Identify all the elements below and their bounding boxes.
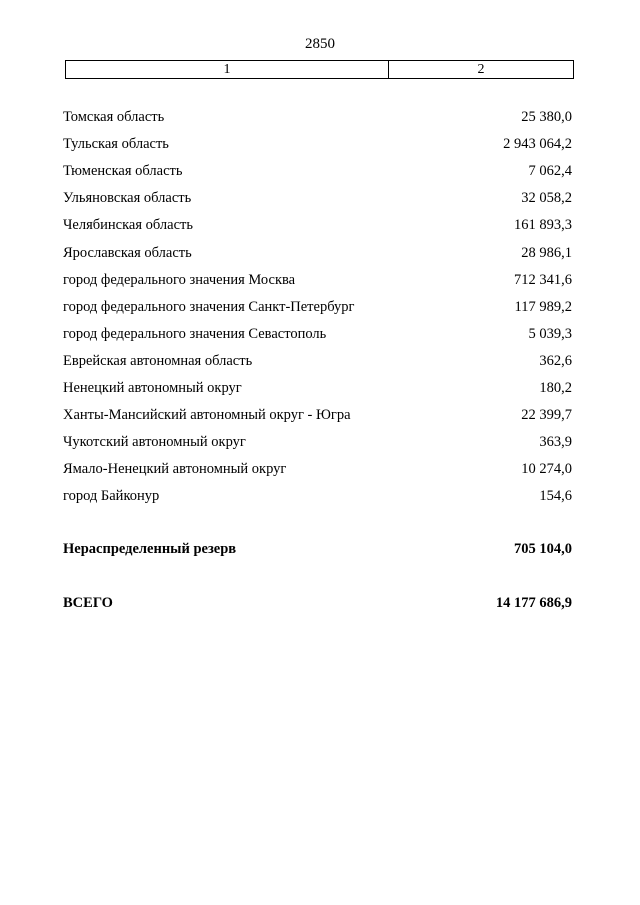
column-header-table — [65, 60, 574, 79]
table-row — [63, 429, 572, 456]
table-row — [63, 267, 572, 294]
region-amount: 7 062,4 — [528, 163, 572, 180]
table-row — [63, 348, 572, 375]
total-amount: 14 177 686,9 — [495, 595, 572, 611]
region-name: город федерального значения Севастополь — [63, 325, 327, 342]
region-amount: 180,2 — [539, 379, 572, 396]
region-name: Чукотский автономный округ — [63, 434, 246, 451]
table-row — [63, 131, 572, 158]
region-name: Тюменская область — [63, 163, 183, 180]
region-name: Еврейская автономная область — [63, 352, 253, 369]
region-amount: 25 380,0 — [521, 109, 572, 126]
reserve-amount: 705 104,0 — [514, 541, 572, 557]
reserve-label: Нераспределенный резерв — [63, 541, 237, 557]
region-name: Тульская область — [63, 136, 169, 153]
total-label: ВСЕГО — [63, 595, 113, 611]
region-name: Ямало-Ненецкий автономный округ — [63, 461, 287, 478]
table-row — [63, 212, 572, 239]
table-row — [63, 483, 572, 510]
region-name: Челябинская область — [63, 217, 193, 234]
region-amount: 154,6 — [539, 488, 572, 505]
region-name: Ханты-Мансийский автономный округ - Югра — [63, 407, 351, 424]
table-row — [63, 239, 572, 266]
region-amount: 117 989,2 — [514, 298, 572, 315]
column-header-2: 2 — [477, 61, 485, 77]
table-row — [63, 104, 572, 131]
table-row — [63, 185, 572, 212]
region-amount: 10 274,0 — [521, 461, 572, 478]
table-row — [63, 456, 572, 483]
table-row — [63, 321, 572, 348]
table-row — [63, 402, 572, 429]
table-row — [63, 158, 572, 185]
region-name: город федерального значения Санкт-Петербург — [63, 298, 355, 315]
region-name: город федерального значения Москва — [63, 271, 296, 288]
region-amount: 161 893,3 — [514, 217, 572, 234]
table-row — [63, 375, 572, 402]
page-number: 2850 — [305, 36, 335, 52]
region-name: Томская область — [63, 109, 165, 126]
region-amount: 363,9 — [539, 434, 572, 451]
region-name: Ульяновская область — [63, 190, 192, 207]
column-header-1: 1 — [66, 61, 389, 78]
region-amount: 362,6 — [539, 352, 572, 369]
region-name: Ненецкий автономный округ — [63, 379, 242, 396]
table-row — [63, 294, 572, 321]
region-amount: 712 341,6 — [514, 271, 572, 288]
region-amount: 28 986,1 — [521, 244, 572, 261]
region-name: город Байконур — [63, 488, 160, 505]
region-name: Ярославская область — [63, 244, 192, 261]
reserve-row — [63, 541, 572, 558]
region-list — [63, 104, 572, 510]
region-amount: 32 058,2 — [521, 190, 572, 207]
region-amount: 22 399,7 — [521, 407, 572, 424]
region-amount: 5 039,3 — [528, 325, 572, 342]
region-amount: 2 943 064,2 — [503, 136, 572, 153]
total-row — [63, 595, 572, 612]
